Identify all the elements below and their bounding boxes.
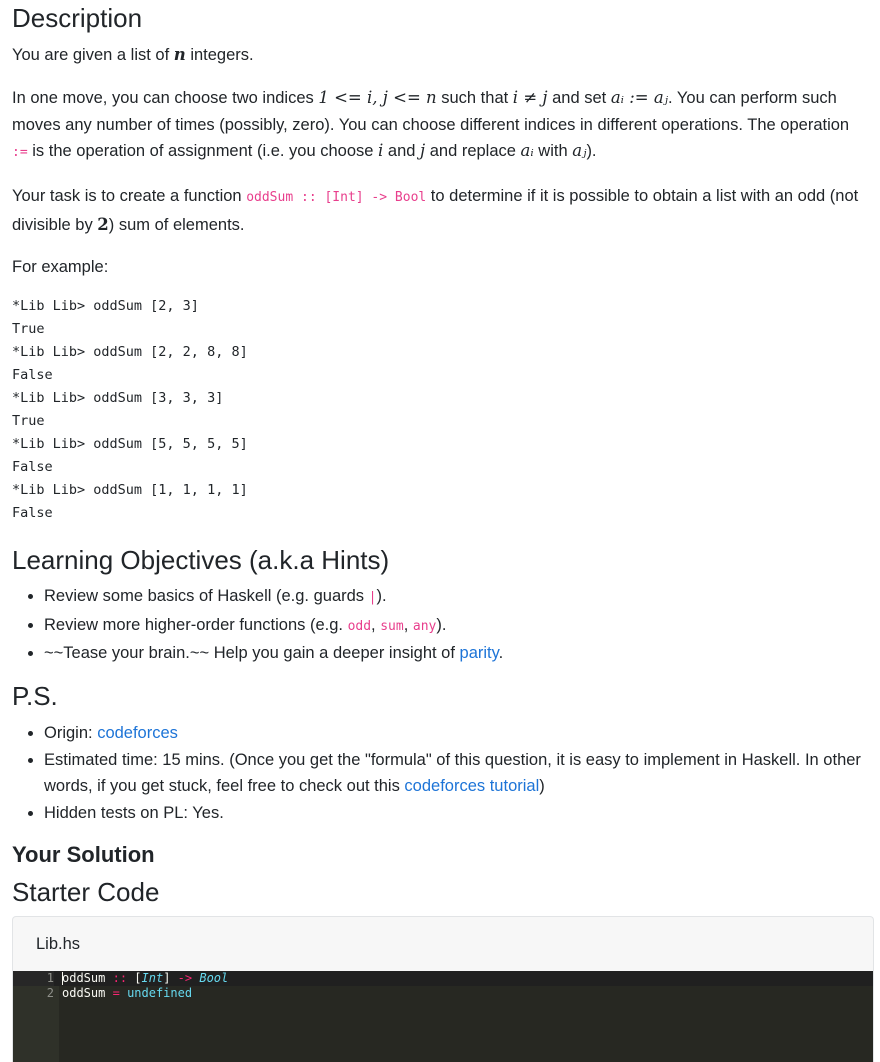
description-heading: Description — [12, 3, 143, 33]
math-index-range: 1 <= i, j <= n — [318, 88, 437, 107]
objectives-list — [0, 583, 503, 667]
line-number: 1 — [13, 971, 54, 986]
line-number: 2 — [46, 986, 54, 1000]
example-label: For example: — [12, 258, 109, 276]
description-moves: In one move, you can choose two indices 1 <= i, j <= n such that i ≠ j and set aᵢ := aⱼ. You can perform such moves any number of times (possibly, zero). You can choose different indices in different operations. The operation := is the operation of assignment (i.e. you choose i and j and replace aᵢ with aⱼ). — [12, 88, 850, 160]
example-session: *Lib Lib> oddSum [2, 3] True *Lib Lib> oddSum [2, 2, 8, 8] False *Lib Lib> oddSum [3, 3, 3] True *Lib Lib> oddSum [5, 5, 5, 5] False *Lib Lib> oddSum [1, 1, 1, 1] False — [12, 298, 248, 521]
list-item: • Estimated time: 15 mins. (Once you get the "formula" of this question, it is easy to implement in Haskell. In other words, if you get stuck, feel free to check out this codeforces tutorial) — [44, 747, 864, 800]
function-signature-code: oddSum :: [Int] -> Bool — [246, 190, 427, 205]
list-item: • ~~Tease your brain.~~ Help you gain a deeper insight of parity. — [44, 640, 503, 667]
starter-heading: Starter Code — [12, 877, 160, 907]
solution-heading: Your Solution — [12, 842, 155, 867]
codeforces-link[interactable]: codeforces — [97, 724, 178, 742]
code-card — [12, 916, 874, 1062]
list-item: • Origin: codeforces — [44, 720, 864, 747]
list-item: • Hidden tests on PL: Yes. — [44, 800, 864, 827]
ps-heading: P.S. — [12, 681, 58, 711]
assign-operator-code: := — [12, 145, 28, 160]
parity-link[interactable]: parity — [459, 644, 499, 662]
list-item: • Review more higher-order functions (e.g. odd, sum, any). — [44, 612, 503, 641]
code-line[interactable]: 1 oddSum :: [Int] -> Bool — [13, 971, 873, 986]
objectives-heading: Learning Objectives (a.k.a Hints) — [12, 545, 390, 575]
description-intro: You are given a list of n integers. — [12, 45, 254, 64]
description-task: Your task is to create a function oddSum :: [Int] -> Bool to determine if it is possible to obtain a list with an odd (not divisible by 2) sum of elements. — [12, 187, 859, 234]
list-item: • Review some basics of Haskell (e.g. guards |). — [44, 583, 503, 612]
ps-list — [0, 720, 864, 826]
code-file-tab[interactable]: Lib.hs — [36, 935, 81, 953]
code-editor[interactable] — [13, 971, 873, 1062]
math-assign: aᵢ := aⱼ — [610, 88, 669, 107]
code-line[interactable]: 2 oddSum = undefined — [13, 986, 873, 1001]
codeforces-tutorial-link[interactable]: codeforces tutorial — [404, 777, 540, 795]
math-not-equal: i ≠ j — [512, 88, 548, 107]
math-n: n — [173, 45, 186, 64]
